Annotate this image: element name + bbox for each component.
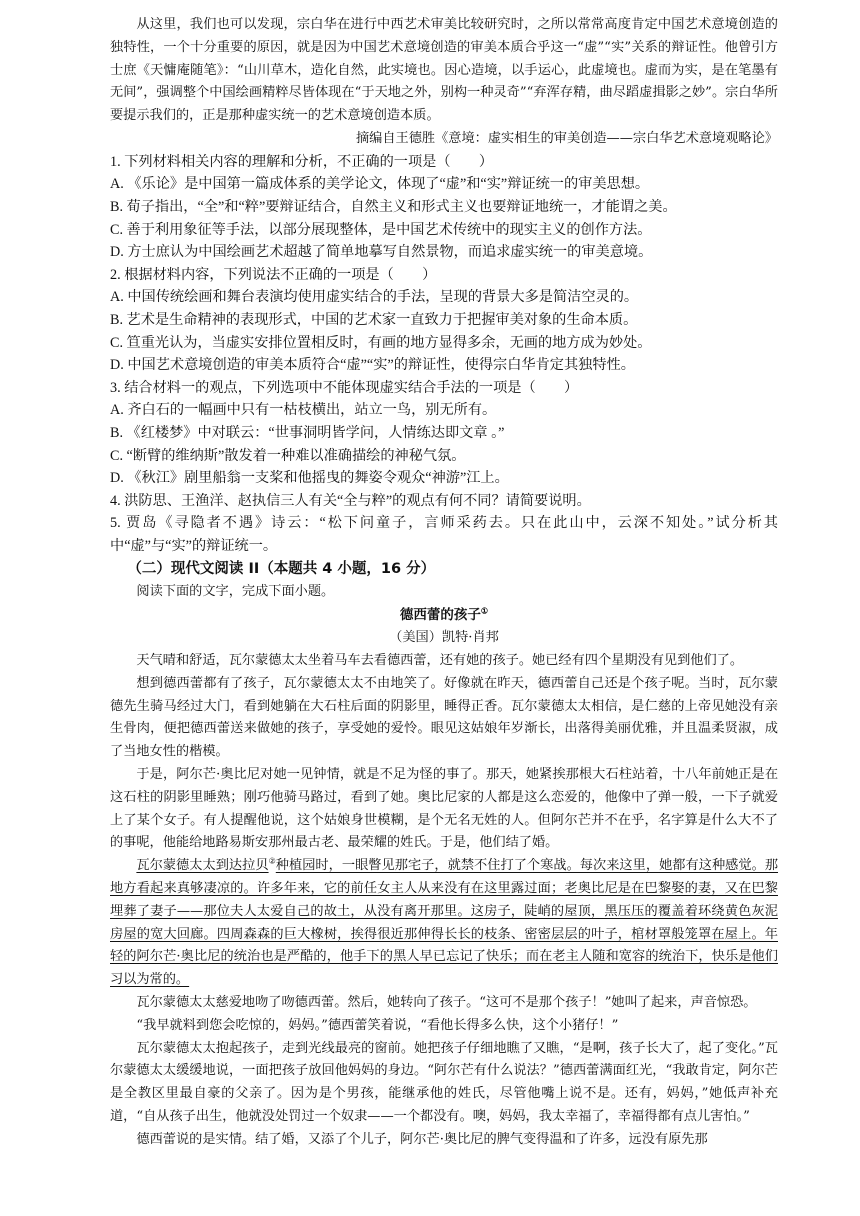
story-paragraph-4 xyxy=(110,855,778,992)
section-heading: （二）现代文阅读 II（本题共 4 小题，16 分） xyxy=(127,561,436,578)
story-paragraph-8: 德西蕾说的是实情。结了婚，又添了个儿子，阿尔芒·奥比尼的脾气变得温和了许多，远没有原先那 xyxy=(136,1131,708,1147)
question-2-option-b: B. 艺术是生命精神的表现形式，中国的艺术家一直致力于把握审美对象的生命本质。 xyxy=(110,311,638,328)
question-3-option-a: A. 齐白石的一幅画中只有一枯枝横出，站立一鸟，别无所有。 xyxy=(110,402,497,419)
question-2-option-c: C. 笪重光认为，当虚实安排位置相反时，有画的地方显得多余，无画的地方成为妙处。 xyxy=(110,334,652,351)
question-3-option-b: B. 《红楼梦》中对联云：“世事洞明皆学问，人情练达即文章 。” xyxy=(110,424,505,441)
question-5-stem: 5. 贾岛《寻隐者不遇》诗云：“松下问童子，言师采药去。只在此山中，云深不知处。”试分析其中“虚”与“实”的辩证统一。 xyxy=(110,515,778,554)
story-paragraph-6: “我早就料到您会吃惊的，妈妈。”德西蕾笑着说，“看他长得多么快，这个小猪仔！” xyxy=(136,1017,619,1033)
question-2 xyxy=(110,264,778,377)
question-1-stem: 1. 下列材料相关内容的理解和分析，不正确的一项是（ ） xyxy=(110,153,494,170)
question-2-stem: 2. 根据材料内容，下列说法不正确的一项是（ ） xyxy=(110,266,437,283)
question-1 xyxy=(110,151,778,264)
footnote-marker-1: ① xyxy=(480,605,489,616)
question-1-option-d: D. 方士庶认为中国绘画艺术超越了简单地摹写自然景物，而追求虚实统一的审美意境。 xyxy=(110,244,653,261)
question-3-stem: 3. 结合材料一的观点，下列选项中不能体现虚实结合手法的一项是（ ） xyxy=(110,379,579,396)
story-paragraph-1: 天气晴和舒适，瓦尔蒙德太太坐着马车去看德西蕾，还有她的孩子。她已经有四个星期没有见到他们了。 xyxy=(136,653,744,669)
footnote-marker-2: ② xyxy=(268,856,276,866)
question-1-option-a: A. 《乐论》是中国第一篇成体系的美学论文，体现了“虚”和“实”辩证统一的审美思想。 xyxy=(110,176,650,193)
reading-instruction: 阅读下面的文字，完成下面小题。 xyxy=(136,584,335,600)
question-3 xyxy=(110,377,778,490)
story-title-text: 德西蕾的孩子 xyxy=(399,607,481,624)
question-4-stem: 4. 洪防思、王渔洋、赵执信三人有关“全与粹”的观点有何不同？请简要说明。 xyxy=(110,492,591,509)
story-paragraph-5: 瓦尔蒙德太太慈爱地吻了吻德西蕾。然后，她转向了孩子。“这可不是那个孩子！”她叫了起来，声音惊恐。 xyxy=(136,995,757,1011)
passage1-source: 摘编自王德胜《意境：虚实相生的审美创造——宗白华艺术意境观略论》 xyxy=(356,130,778,146)
question-2-option-a: A. 中国传统绘画和舞台表演均使用虚实结合的手法，呈现的背景大多是简洁空灵的。 xyxy=(110,289,639,306)
story-paragraph-3: 于是，阿尔芒·奥比尼对她一见钟情，就是不足为怪的事了。那天，她紧挨那根大石柱站着，十八年前她正是在这石柱的阴影里睡熟；刚巧他骑马路过，看到了她。奥比尼家的人都是这么恋爱的，他像中了弹一般，一下子就爱上了某个女子。有人提醒他说，这个姑娘身世模糊，是个无名无姓的人。但阿尔芒并不在乎，名字算是什么大不了的事呢，他能给地路易斯安那州最古老、最荣耀的姓氏。于是，他们结了婚。 xyxy=(110,767,779,851)
underlined-passage: 种植园时，一眼瞥见那宅子，就禁不住打了个寒战。每次来这里，她都有这种感觉。那地方看起来真够凄凉的。许多年来，它的前任女主人从来没有在这里露过面；老奥比尼是在巴黎娶的妻，又在巴黎埋葬了妻子——那位夫人太爱自己的故土，从没有离开那里。这房子，陡峭的屋顶，黑压压的覆盖着环绕黄色灰泥房屋的宽大回廊。四周森森的巨大橡树，挨得很近那伸得长长的枝条、密密层层的叶子，棺材罩般笼罩在屋上。年轻的阿尔芒·奥比尼的统治也是严酷的，他手下的黑人早已忘记了快乐；而在老主人随和宽容的统治下，快乐是他们习以为常的。 xyxy=(110,858,779,988)
passage1-paragraph: 从这里，我们也可以发现，宗白华在进行中西艺术审美比较研究时，之所以常常高度肯定中国艺术意境创造的独特性，一个十分重要的原因，就是因为中国艺术意境创造的审美本质合乎这一“虚”“实”关系的辩证性。他曾引方士庶《天慵庵随笔》：“山川草木，造化自然，此实境也。因心造境，以手运心，此虚境也。虚而为实，是在笔墨有无间”，强调整个中国绘画精粹尽皆体现在“于天地之外，别构一种灵奇”“弃浑存精，曲尽蹈虚揖影之妙”。宗白华所要提示我们的，正是那种虚实统一的艺术意境创造本质。 xyxy=(110,17,778,124)
question-3-option-c: C. “断臂的维纳斯”散发着一种难以准确描绘的神秘气氛。 xyxy=(110,447,466,464)
underlined-passage-start: 瓦尔蒙德太太到达拉贝 xyxy=(136,858,269,874)
document-page xyxy=(110,14,778,1152)
story-paragraph-7: 瓦尔蒙德太太抱起孩子，走到光线最亮的窗前。她把孩子仔细地瞧了又瞧，“是啊，孩子长大了，起了变化。”瓦尔蒙德太太缓缓地说，一面把孩子放回他妈妈的身边。“阿尔芒有什么说法？”德西蕾满面红光，“我敢肯定，阿尔芒是全教区里最自豪的父亲了。因为是个男孩，能继承他的姓氏，尽管他嘴上说不是。还有，妈妈，”她低声补充道，“自从孩子出生，他就没处罚过一个奴隶——一个都没有。噢，妈妈，我太幸福了，幸福得都有点儿害怕。” xyxy=(110,1040,778,1124)
question-1-option-b: B. 荀子指出，“全”和“粹”要辩证结合，自然主义和形式主义也要辩证地统一，才能谓之美。 xyxy=(110,198,677,215)
story-title xyxy=(110,604,778,627)
question-1-option-c: C. 善于利用象征等手法，以部分展现整体，是中国艺术传统中的现实主义的创作方法。 xyxy=(110,221,652,238)
story-paragraph-2: 想到德西蕾都有了孩子，瓦尔蒙德太太不由地笑了。好像就在昨天，德西蕾自己还是个孩子呢。当时，瓦尔蒙德先生骑马经过大门，看到她躺在大石柱后面的阴影里，睡得正香。瓦尔蒙德太太相信，是仁慈的上帝见她没有亲生骨肉，便把德西蕾送来做她的孩子，享受她的爱怜。眼见这姑娘年岁渐长，出落得美丽优雅，并且温柔贤淑，成了当地女性的楷模。 xyxy=(110,675,778,760)
question-2-option-d: D. 中国艺术意境创造的审美本质符合“虚”“实”的辩证性，使得宗白华肯定其独特性。 xyxy=(110,357,635,374)
question-3-option-d: D. 《秋江》剧里船翁一支桨和他摇曳的舞姿令观众“神游”江上。 xyxy=(110,470,509,487)
story-author: （美国）凯特·肖邦 xyxy=(389,630,499,646)
